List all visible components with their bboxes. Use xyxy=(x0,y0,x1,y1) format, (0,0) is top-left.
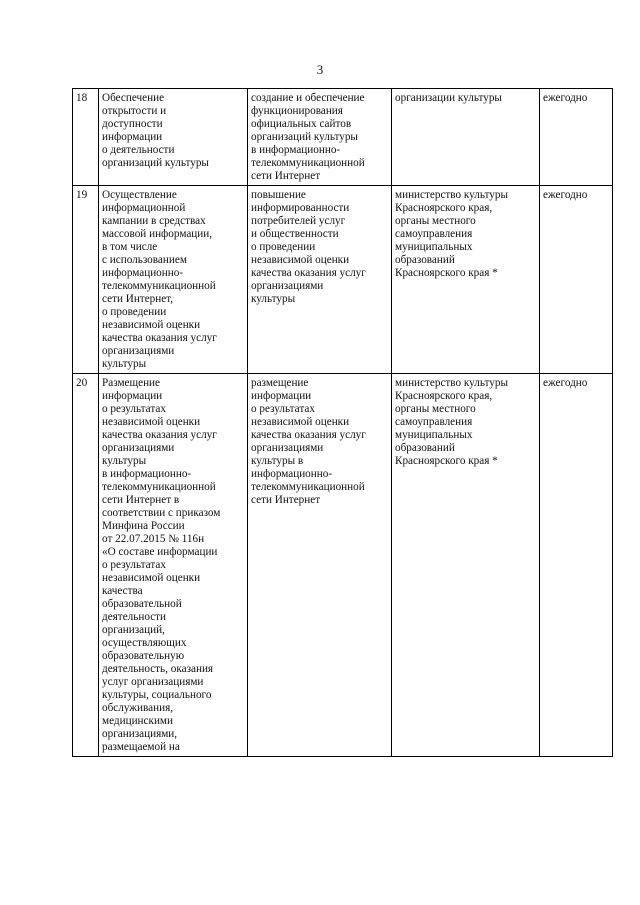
deadline: ежегодно xyxy=(540,186,613,374)
responsible-executor: организации культуры xyxy=(392,89,540,186)
table-row xyxy=(73,89,613,186)
expected-result: размещение информации о результатах независимой оценки качества оказания услуг организациями культуры в информационно- телекоммуникационной сети Интернет xyxy=(248,374,392,757)
expected-result: создание и обеспечение функционирования официальных сайтов организаций культуры в информационно- телекоммуникационной сети Интернет xyxy=(248,89,392,186)
responsible-executor: министерство культуры Красноярского края, органы местного самоуправления муниципальных образований Красноярского края * xyxy=(392,374,540,757)
measure-name: Осуществление информационной кампании в средствах массовой информации, в том числе с использованием информационно- телекоммуникационной сети Интернет, о проведении независимой оценки качества оказания услуг организациями культуры xyxy=(99,186,248,374)
measure-name: Размещение информации о результатах независимой оценки качества оказания услуг организациями культуры в информационно- телекоммуникационной сети Интернет в соответствии с приказом Минфина России от 22.07.2015 № 116н «О составе информации о результатах независимой оценки качества образовательной деятельности организаций, осуществляющих образовательную деятельность, оказания услуг организациями культуры, социального обслуживания, медицинскими организациями, размещаемой на xyxy=(99,374,248,757)
table-row xyxy=(73,374,613,757)
row-number: 19 xyxy=(73,186,99,374)
deadline: ежегодно xyxy=(540,374,613,757)
responsible-executor: министерство культуры Красноярского края, органы местного самоуправления муниципальных образований Красноярского края * xyxy=(392,186,540,374)
measures-table xyxy=(72,88,613,757)
row-number: 18 xyxy=(73,89,99,186)
table-row xyxy=(73,186,613,374)
page-number: 3 xyxy=(316,62,324,77)
expected-result: повышение информированности потребителей услуг и общественности о проведении независимой оценки качества оказания услуг организациями культуры xyxy=(248,186,392,374)
measure-name: Обеспечение открытости и доступности информации о деятельности организаций культуры xyxy=(99,89,248,186)
row-number: 20 xyxy=(73,374,99,757)
deadline: ежегодно xyxy=(540,89,613,186)
